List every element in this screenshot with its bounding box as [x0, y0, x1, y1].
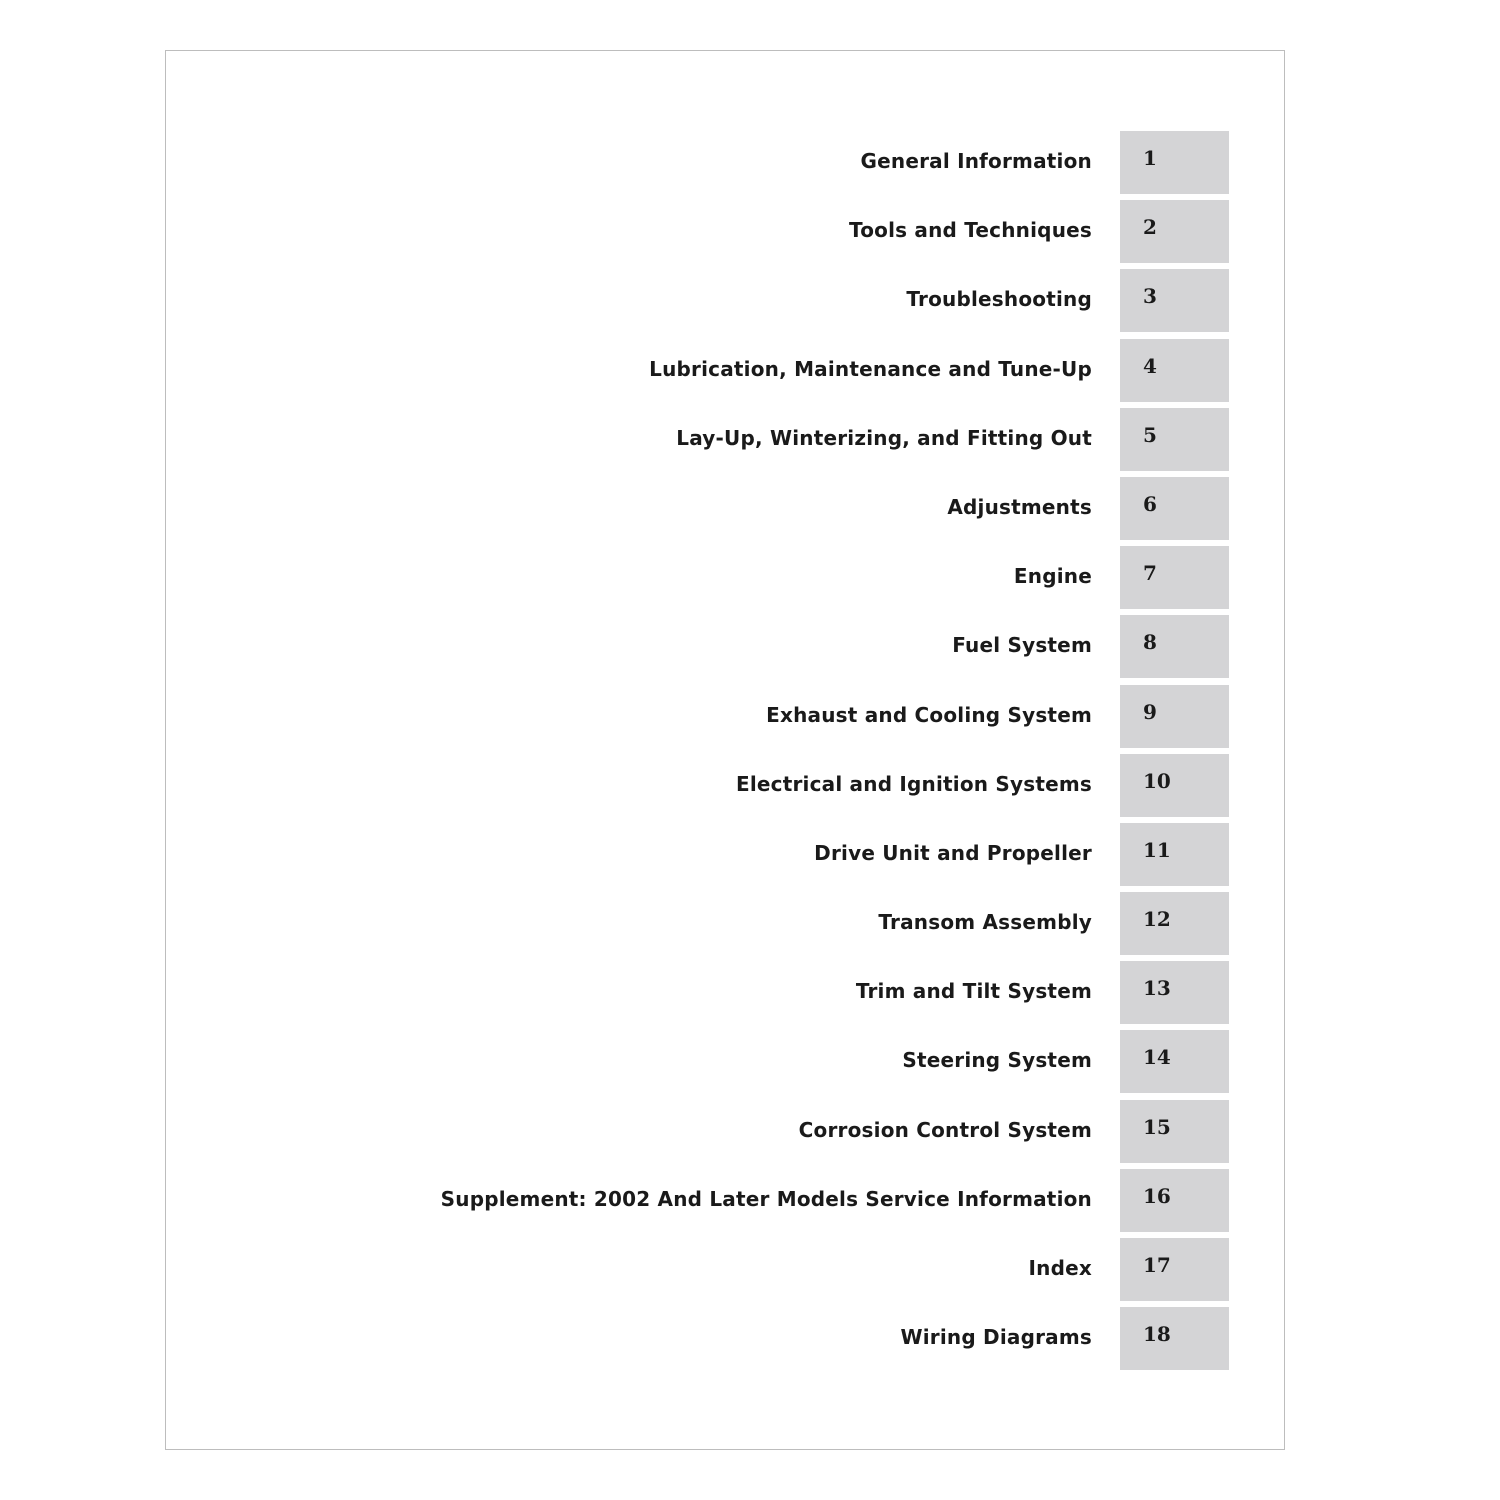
toc-entry[interactable] — [166, 200, 1286, 269]
chapter-number: 1 — [1143, 146, 1157, 170]
chapter-number: 18 — [1143, 1322, 1171, 1347]
toc-entry[interactable] — [166, 823, 1286, 892]
chapter-tab[interactable] — [1120, 200, 1229, 263]
toc-entry-title: Engine — [1013, 564, 1092, 589]
toc-entry-title: Wiring Diagrams — [900, 1325, 1092, 1350]
chapter-number: 12 — [1143, 907, 1171, 932]
chapter-number: 4 — [1143, 353, 1157, 378]
chapter-tab[interactable] — [1120, 961, 1229, 1024]
chapter-number: 13 — [1143, 976, 1171, 1001]
toc-entry[interactable] — [166, 1100, 1286, 1169]
chapter-number: 17 — [1143, 1253, 1171, 1277]
toc-entry[interactable] — [166, 1307, 1286, 1376]
toc-entry[interactable] — [166, 754, 1286, 823]
toc-entry[interactable] — [166, 1169, 1286, 1238]
chapter-number: 8 — [1143, 630, 1157, 655]
toc-entry-title: Lay-Up, Winterizing, and Fitting Out — [676, 425, 1092, 450]
toc-entry[interactable] — [166, 961, 1286, 1030]
chapter-number: 5 — [1143, 422, 1157, 447]
chapter-number: 11 — [1143, 837, 1171, 862]
toc-entry[interactable] — [166, 685, 1286, 754]
chapter-number: 16 — [1143, 1183, 1171, 1208]
chapter-tab[interactable] — [1120, 269, 1229, 332]
toc-entry-title: Corrosion Control System — [798, 1117, 1092, 1142]
chapter-tab[interactable] — [1120, 615, 1229, 678]
chapter-tab[interactable] — [1120, 1307, 1229, 1370]
chapter-tab[interactable] — [1120, 408, 1229, 471]
chapter-tab[interactable] — [1120, 892, 1229, 955]
chapter-tab[interactable] — [1120, 685, 1229, 748]
toc-entry-title: Tools and Techniques — [849, 218, 1092, 243]
toc-entry[interactable] — [166, 1238, 1286, 1307]
chapter-number: 7 — [1143, 561, 1157, 586]
chapter-tab[interactable] — [1120, 1238, 1229, 1301]
toc-entry-title: Transom Assembly — [878, 910, 1092, 935]
toc-entry[interactable] — [166, 131, 1286, 200]
chapter-number: 2 — [1143, 215, 1157, 240]
chapter-tab[interactable] — [1120, 1030, 1229, 1093]
toc-entry[interactable] — [166, 408, 1286, 477]
chapter-tab[interactable] — [1120, 1169, 1229, 1232]
chapter-number: 10 — [1143, 768, 1171, 793]
chapter-number: 6 — [1143, 491, 1157, 516]
toc-entry-title: Trim and Tilt System — [855, 979, 1092, 1004]
chapter-number: 15 — [1143, 1114, 1171, 1139]
toc-entry-title: Lubrication, Maintenance and Tune-Up — [649, 356, 1092, 381]
chapter-number: 9 — [1143, 699, 1157, 724]
toc-entry-title: General Information — [860, 149, 1092, 173]
toc-entry-title: Exhaust and Cooling System — [766, 702, 1092, 727]
chapter-tab[interactable] — [1120, 339, 1229, 402]
toc-entry-title: Index — [1028, 1256, 1092, 1280]
chapter-tab[interactable] — [1120, 1100, 1229, 1163]
toc-entry[interactable] — [166, 269, 1286, 338]
toc-entry[interactable] — [166, 1030, 1286, 1099]
chapter-tab[interactable] — [1120, 477, 1229, 540]
table-of-contents — [166, 131, 1286, 1376]
toc-entry-title: Steering System — [902, 1048, 1092, 1073]
chapter-tab[interactable] — [1120, 823, 1229, 886]
toc-entry-title: Drive Unit and Propeller — [814, 840, 1092, 865]
toc-entry-title: Supplement: 2002 And Later Models Service Information — [440, 1186, 1092, 1211]
toc-entry-title: Adjustments — [947, 494, 1092, 519]
toc-entry-title: Fuel System — [952, 633, 1092, 658]
chapter-tab[interactable] — [1120, 546, 1229, 609]
toc-entry-title: Electrical and Ignition Systems — [735, 771, 1092, 796]
toc-entry-title: Troubleshooting — [906, 287, 1092, 312]
toc-entry[interactable] — [166, 339, 1286, 408]
toc-entry[interactable] — [166, 892, 1286, 961]
chapter-tab[interactable] — [1120, 754, 1229, 817]
toc-entry[interactable] — [166, 477, 1286, 546]
toc-entry[interactable] — [166, 546, 1286, 615]
document-page — [165, 50, 1285, 1450]
chapter-number: 14 — [1143, 1045, 1171, 1070]
chapter-number: 3 — [1143, 284, 1157, 309]
chapter-tab[interactable] — [1120, 131, 1229, 194]
toc-entry[interactable] — [166, 615, 1286, 684]
